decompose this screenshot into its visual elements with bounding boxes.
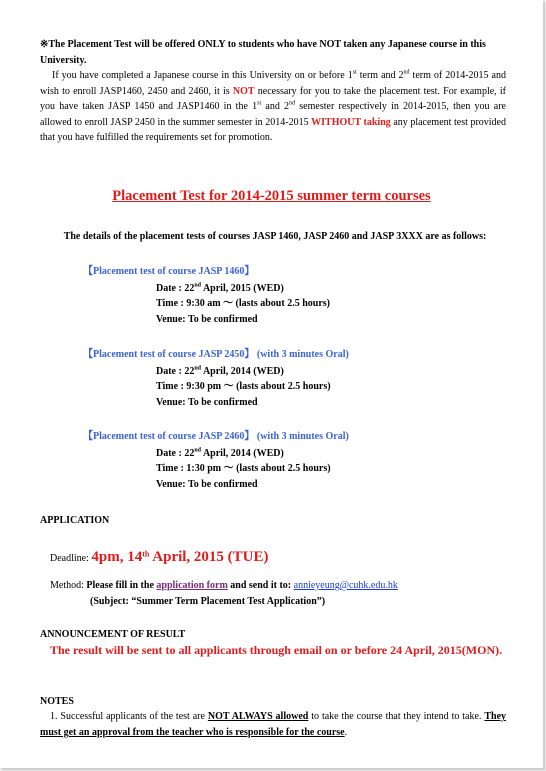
notice-line1: ※The Placement Test will be offered ONLY to students who have NOT taken any Japanese course in this University. — [40, 39, 486, 66]
date-text: April, 2014 (WED) — [201, 447, 284, 459]
date-text: Date : 22 — [156, 282, 195, 294]
test-date — [156, 281, 503, 297]
application-heading: APPLICATION — [40, 515, 110, 526]
note-emphasis: They must get an approval from the teacher who is responsible for the course — [40, 711, 507, 738]
deadline-value: 4pm, 14 — [91, 549, 143, 565]
test-block-jasp1460 — [83, 264, 503, 327]
method-text: Please fill in the — [86, 580, 157, 591]
notice-text: any placement test provided that you have fulfilled the requirements set for promotion. — [40, 116, 506, 143]
sup: nd — [403, 69, 410, 76]
notice-not-emphasis: NOT — [232, 85, 255, 97]
method-text: and send it to: — [227, 580, 294, 591]
notice-paragraph — [40, 68, 506, 146]
sup: nd — [194, 447, 202, 454]
announcement-text: The result will be sent to all applicants through email on or before 24 April, 2015(MON). — [50, 643, 503, 657]
intro-text: The details of the placement tests of courses JASP 1460, JASP 2460 and JASP 3XXX are as follows: — [63, 231, 487, 242]
page-title: Placement Test for 2014-2015 summer term courses — [112, 188, 431, 204]
test-time: Time : 9:30 pm ～ (lasts about 2.5 hours) — [156, 381, 331, 392]
sup: nd — [289, 100, 296, 107]
notice-text: term and 2 — [356, 70, 404, 81]
deadline-label: Deadline: — [50, 553, 92, 564]
sup: nd — [194, 365, 202, 372]
deadline-line — [50, 550, 510, 567]
test-date — [156, 364, 503, 380]
notes-heading: NOTES — [40, 696, 74, 707]
note-text: to take the course that they intend to take. — [308, 711, 485, 722]
test-oral-note: (with 3 minutes Oral) — [256, 431, 349, 442]
test-venue: Venue: To be confirmed — [156, 396, 258, 408]
test-heading-label: 【Placement test of course JASP 2460】 — [83, 431, 255, 442]
application-form-link[interactable]: application form — [156, 580, 228, 591]
test-block-jasp2450 — [83, 347, 503, 410]
test-date — [156, 446, 503, 462]
test-venue: Venue: To be confirmed — [156, 313, 258, 325]
test-details — [83, 281, 503, 328]
deadline-value: April, 2015 (TUE) — [149, 549, 269, 565]
test-heading-label: 【Placement test of course JASP 2450】 — [83, 349, 255, 360]
sup: th — [142, 549, 150, 559]
test-heading — [83, 264, 503, 280]
note-text: 1. Successful applicants of the test are — [50, 711, 208, 722]
email-link[interactable]: annieyeung@cuhk.edu.hk — [293, 580, 398, 591]
method-line — [50, 578, 520, 594]
date-text: Date : 22 — [156, 365, 195, 377]
subject-line: (Subject: “Summer Term Placement Test Application”) — [90, 596, 326, 607]
notice-first-line — [40, 37, 506, 68]
sup: nd — [194, 282, 202, 289]
notice-text: and 2 — [261, 101, 290, 112]
date-text: Date : 22 — [156, 447, 195, 459]
test-details — [83, 446, 503, 493]
notice-without-emphasis: WITHOUT taking — [311, 116, 391, 128]
test-details — [83, 364, 503, 411]
method-label: Method: — [50, 580, 87, 591]
note-emphasis: NOT ALWAYS allowed — [207, 711, 309, 722]
test-block-jasp2460 — [83, 429, 503, 492]
test-heading — [83, 347, 503, 363]
notice-text: necessary for you to take the placement test. For example, if you have taken JASP 1450 and JASP1460 in the 1 — [40, 85, 506, 112]
notice-text: term of 2014-2015 and wish to enroll JASP1460, 2450 and 2460, it is — [40, 70, 506, 97]
test-time: Time : 1:30 pm ～ (lasts about 2.5 hours) — [156, 463, 331, 474]
notice-text: semester respectively in 2014-2015, then you are allowed to enroll JASP 2450 in the summer semester in 2014-2015 — [40, 101, 506, 128]
note-text: . — [344, 727, 348, 738]
test-time: Time : 9:30 am ～ (lasts about 2.5 hours) — [156, 298, 330, 309]
notice-text: If you have completed a Japanese course in this University on or before 1 — [52, 70, 353, 81]
announcement-heading: ANNOUNCEMENT OF RESULT — [40, 629, 186, 640]
date-text: April, 2015 (WED) — [201, 282, 284, 294]
test-heading-label: 【Placement test of course JASP 1460】 — [83, 266, 255, 277]
sup: st — [257, 100, 262, 107]
test-heading — [83, 429, 503, 445]
test-venue: Venue: To be confirmed — [156, 478, 258, 490]
date-text: April, 2014 (WED) — [201, 365, 284, 377]
sup: st — [352, 69, 357, 76]
test-oral-note: (with 3 minutes Oral) — [256, 349, 349, 360]
note-item-1 — [40, 709, 506, 741]
